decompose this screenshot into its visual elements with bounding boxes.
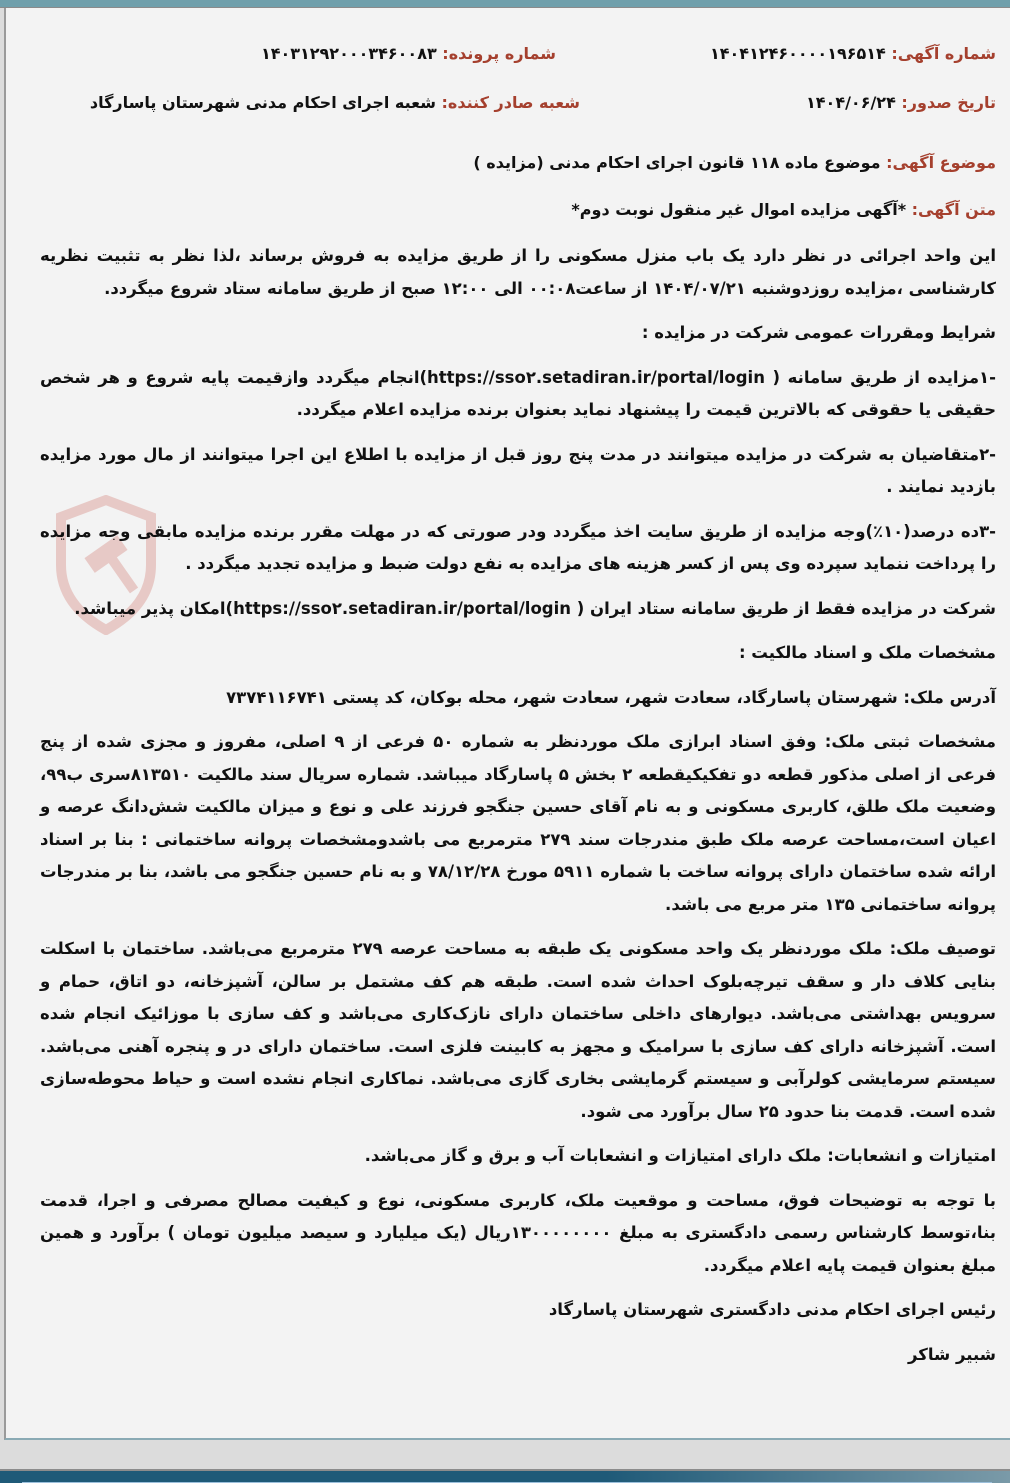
window-top-bar bbox=[0, 0, 1010, 8]
property-description bbox=[40, 933, 996, 1128]
paragraph-text: توصیف ملک: ملک موردنظر یک واحد مسکونی یک طبقه به مساحت عرصه ۲۷۹ مترمربع می‌باشد. ساختمان با اسکلت بنایی کلاف دار و سقف تیرچه‌بلوک احداث شده است. طبقه هم کف مشتمل بر سالن، آشپزخانه، دو اتاق، حمام و سرویس بهداشتی می‌باشد. دیوارهای داخلی ساختمان دارای نازک‌کاری می‌باشد و کف سازی با موزائیک انجام شده است. آشپزخانه دارای کف سازی با سرامیک و مجهز به کابینت فلزی است. ساختمان دارای در و پنجره آهنی می‌باشد. سیستم سرمایشی کولرآبی و سیستم گرمایشی بخاری گازی می‌باشد. نماکاری انجام نشده است و حیاط محوطه‌سازی شده است. قدمت بنا حدود ۲۵ سال برآورد می شود. bbox=[40, 939, 996, 1121]
paragraph-text: -۳ده درصد(۱۰٪)وجه مزایده از طریق سایت اخذ میگردد ودر صورتی که در مهلت مقرر برنده مزایده مابقی وجه مزایده را پرداخت ننماید سپرده وی پس از کسر هزینه های مزایده به نفع دولت ضبط و مزایده تجدید میگردد . bbox=[40, 521, 996, 573]
paragraph-text: با توجه به توضیحات فوق، مساحت و موقعیت ملک، کاربری مسکونی، نوع و کیفیت مصالح مصرفی و اجرا، قدمت بنا،توسط کارشناس رسمی دادگستری به مبلغ ۱۳۰۰۰۰۰۰۰۰ریال (یک میلیارد و سیصد میلیون تومان ) برآورد و همین مبلغ بعنوان قیمت پایه اعلام میگردد. bbox=[40, 1190, 996, 1275]
signatory-title bbox=[40, 1294, 996, 1327]
subject-value: موضوع ماده ۱۱۸ قانون اجرای احکام مدنی (مزایده ) bbox=[473, 153, 881, 172]
signatory-name bbox=[40, 1339, 996, 1372]
notice-number-value: ۱۴۰۴۱۲۴۶۰۰۰۰۱۹۶۵۱۴ bbox=[710, 44, 886, 63]
case-number-label: شماره پرونده: bbox=[442, 44, 556, 63]
paragraph-text: شبیر شاکر bbox=[908, 1344, 996, 1364]
paragraph-text: -۲متقاضیان به شرکت در مزایده میتوانند در مدت پنج روز قبل از مزایده با اطلاع این اجرا میتوانند از مال مورد مزایده بازدید نمایند . bbox=[40, 444, 996, 496]
case-number-value: ۱۴۰۳۱۲۹۲۰۰۰۳۴۶۰۰۸۳ bbox=[260, 44, 437, 63]
condition-3 bbox=[40, 516, 996, 581]
condition-2 bbox=[40, 439, 996, 504]
paragraph-text: مشخصات ملک و اسناد مالکیت : bbox=[738, 643, 996, 662]
notice-content bbox=[6, 8, 1010, 1407]
footer-bar bbox=[0, 1471, 1010, 1483]
bottom-gray-area bbox=[0, 1440, 1010, 1469]
valuation bbox=[40, 1185, 996, 1283]
paragraph-text: آدرس ملک: شهرستان پاسارگاد، سعادت شهر، سعادت شهر، محله بوکان، کد پستی ۷۳۷۴۱۱۶۷۴۱ bbox=[226, 687, 996, 707]
conditions-heading bbox=[40, 317, 996, 350]
issue-date-value: ۱۴۰۴/۰۶/۲۴ bbox=[806, 93, 896, 112]
issuer-label: شعبه صادر کننده: bbox=[441, 93, 580, 112]
paragraph-text: این واحد اجرائی در نظر دارد یک باب منزل مسکونی را از طریق مزایده به فروش برساند ،لذا نظر به تثبیت نظریه کارشناسی ،مزایده روزدوشنبه ۱۴۰۴/۰۷/۲۱ از ساعت۰۰:۰۸ الی ۱۲:۰۰ صبح از طریق سامانه ستاد شروع میگردد. bbox=[40, 246, 996, 298]
property-address bbox=[40, 682, 996, 715]
condition-1 bbox=[40, 362, 996, 427]
notice-number-label: شماره آگهی: bbox=[891, 44, 996, 63]
paragraph-text: -۱مزایده از طریق سامانه ( https://sso۲.setadiran.ir/portal/login)انجام میگردد وازقیمت پایه شروع و هر شخص حقیقی یا حقوقی که بالاترین قیمت را پیشنهاد نماید بعنوان برنده مزایده اعلام میگردد. bbox=[40, 367, 996, 419]
issuer-value: شعبه اجرای احکام مدنی شهرستان پاسارگاد bbox=[89, 93, 436, 112]
paragraph-text: شرکت در مزایده فقط از طریق سامانه ستاد ایران ( https://sso۲.setadiran.ir/portal/login)امکان پذیر میباشد. bbox=[74, 598, 996, 618]
property-heading bbox=[40, 637, 996, 670]
paragraph-text: مشخصات ثبتی ملک: وفق اسناد ابرازی ملک موردنظر به شماره ۵۰ فرعی از ۹ اصلی، مفروز و مجزی شده از پنج فرعی از اصلی مذکور قطعه دو تفکیکیقطعه ۲ بخش ۵ پاسارگاد میباشد. شماره سریال سند مالکیت ۸۱۳۵۱۰سری ب۹۹، وضعیت ملک طلق، کاربری مسکونی و به نام آقای حسین جنگجو فرزند علی و نوع و میزان مالکیت شش‌دانگ عرصه و اعیان است،مساحت عرصه ملک طبق مندرجات سند ۲۷۹ مترمربع می باشدومشخصات پروانه ساختمانی : بنا بر اسناد ارائه شده ساختمان دارای پروانه ساخت با شماره ۵۹۱۱ مورخ ۷۸/۱۲/۲۸ و به نام حسین جنگجو می باشد، بنا بر مندرجات پروانه ساختمانی ۱۳۵ متر مربع می باشد. bbox=[40, 732, 997, 914]
intro-paragraph bbox=[40, 240, 996, 305]
notice-panel bbox=[4, 8, 1010, 1440]
paragraph-text: شرایط ومقررات عمومی شرکت در مزایده : bbox=[641, 323, 996, 342]
subject-label: موضوع آگهی: bbox=[886, 153, 996, 172]
paragraph-text: رئیس اجرای احکام مدنی دادگستری شهرستان پاسارگاد bbox=[548, 1300, 996, 1319]
utilities bbox=[40, 1140, 996, 1173]
text-title-value: *آگهی مزایده اموال غیر منقول نوبت دوم* bbox=[571, 200, 907, 219]
text-label: متن آگهی: bbox=[911, 200, 996, 219]
paragraph-text: امتیازات و انشعابات: ملک دارای امتیازات و انشعابات آب و برق و گاز می‌باشد. bbox=[364, 1146, 996, 1165]
participation-note bbox=[40, 593, 996, 626]
issue-date-label: تاریخ صدور: bbox=[901, 93, 996, 112]
registration-details bbox=[40, 726, 996, 921]
